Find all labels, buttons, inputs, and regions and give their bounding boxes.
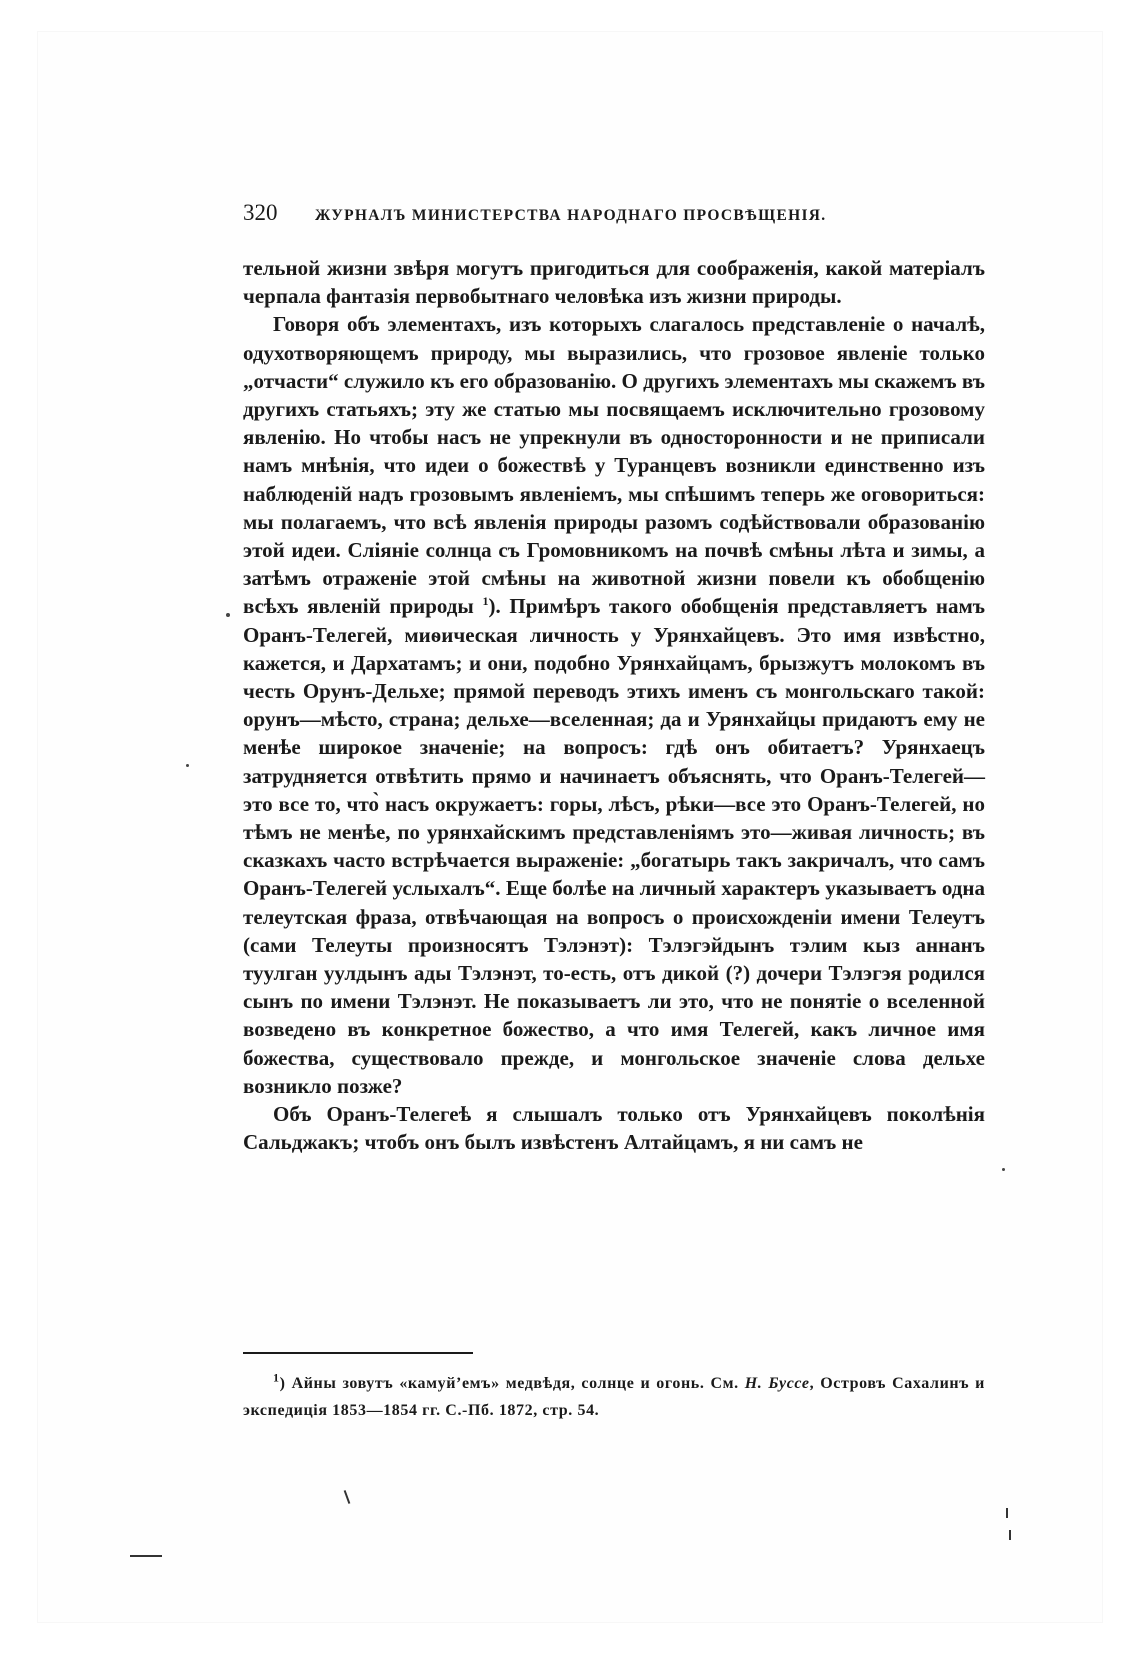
footnote — [243, 1370, 985, 1424]
footnote-text-1: ) Айны зовутъ «камуй’емъ» медвѣдя, солнце и огонь. См. — [279, 1375, 745, 1392]
speck-3 — [1002, 1168, 1005, 1171]
paragraph-3: Объ Оранъ-Телегеѣ я слышалъ только отъ Урянхайцевъ поколѣнія Сальджакъ; чтобъ онъ былъ извѣстенъ Алтайцамъ, я ни самъ не — [243, 1102, 985, 1155]
footnote-marker: 1 — [273, 1370, 280, 1385]
body-text — [243, 254, 985, 1157]
speck-2 — [186, 764, 189, 767]
footnote-text-2: , Островъ Сахалинъ и экспедиція 1853—1854 гг. С.-Пб. 1872, стр. 54. — [243, 1375, 985, 1419]
paragraph-1: тельной жизни звѣря могутъ пригодиться для соображенія, какой матеріалъ черпала фантазія первобытнаго человѣка изъ жизни природы. — [243, 256, 985, 309]
page-number: 320 — [243, 200, 278, 225]
footnote-author: Н. Буссе — [744, 1375, 810, 1392]
paragraph-2-part-1: Говоря объ элементахъ, изъ которыхъ слагалось представленіе о началѣ, одухотворяющемъ природу, мы выразились, что грозовое явленіе только „отчасти“ служило къ его образованію. О другихъ элементахъ мы скажемъ въ другихъ статьяхъ; эту же статью мы посвящаемъ исключительно грозовому явленію. Но чтобы насъ не упрекнули въ односторонности и не приписали намъ мнѣнія, что идеи о божествѣ у Туранцевъ возникли единственно изъ наблюденій надъ грозовымъ явленіемъ, мы спѣшимъ теперь же оговориться: мы полагаемъ, что всѣ явленія природы разомъ содѣйствовали образованію этой идеи. Сліяніе солнца съ Громовникомъ на почвѣ смѣны лѣта и зимы, а затѣмъ отраженіе этой смѣны на животной жизни повели къ обобщенію всѣхъ явленій природы — [243, 312, 985, 619]
paragraph-2-part-2: ). Примѣръ такого обобщенія представляетъ намъ Оранъ-Телегей, миѳическая личность у Урянхайцевъ. Это имя извѣстно, кажется, и Дархатамъ; и они, подобно Урянхайцамъ, брызжутъ молокомъ въ честь Орунъ-Дельхе; прямой переводъ этихъ именъ съ монгольскаго такой: орунъ—мѣсто, страна; дельхе—вселенная; да и Урянхайцы придаютъ ему не менѣе широкое значеніе; на вопросъ: гдѣ онъ обитаетъ? Урянхаецъ затрудняется отвѣтить прямо и начинаетъ объяснять, что Оранъ-Телегей—это все то, что̀ насъ окружаетъ: горы, лѣсъ, рѣки—все это Оранъ-Телегей, но тѣмъ не менѣе, по урянхайскимъ представленіямъ это—живая личность; въ сказкахъ часто встрѣчается выраженіе: „богатырь такъ закричалъ, что самъ Оранъ-Телегей услыхалъ“. Еще болѣе на личный характеръ указываетъ одна телеутская фраза, отвѣчающая на вопросъ о происхожденіи имени Телеутъ (сами Телеуты произносятъ Тэлэнэт): Тэлэгэйдынъ тэлим кыз аннанъ туулган уулдынъ ады Тэлэнэт, то-есть, отъ дикой (?) дочери Тэлэгэя родился сынъ по имени Тэлэнэт. Не показываетъ ли это, что не понятіе о вселенной возведено въ конкретное божество, а что имя Телегей, какъ личное имя божества, существовало прежде, и монгольское значеніе слова дельхе возникло позже? — [243, 594, 986, 1098]
margin-mark-left — [130, 1555, 162, 1557]
margin-mark-right-1 — [1006, 1508, 1008, 1518]
footnote-reference: 1 — [482, 594, 489, 609]
journal-title: ЖУРНАЛЪ МИНИСТЕРСТВА НАРОДНАГО ПРОСВѢЩЕНІЯ. — [315, 207, 827, 224]
running-head — [243, 200, 983, 234]
speck-1 — [226, 613, 230, 617]
footnote-rule — [243, 1352, 473, 1354]
paragraph-2 — [243, 310, 985, 1100]
margin-mark-right-2 — [1009, 1530, 1011, 1540]
